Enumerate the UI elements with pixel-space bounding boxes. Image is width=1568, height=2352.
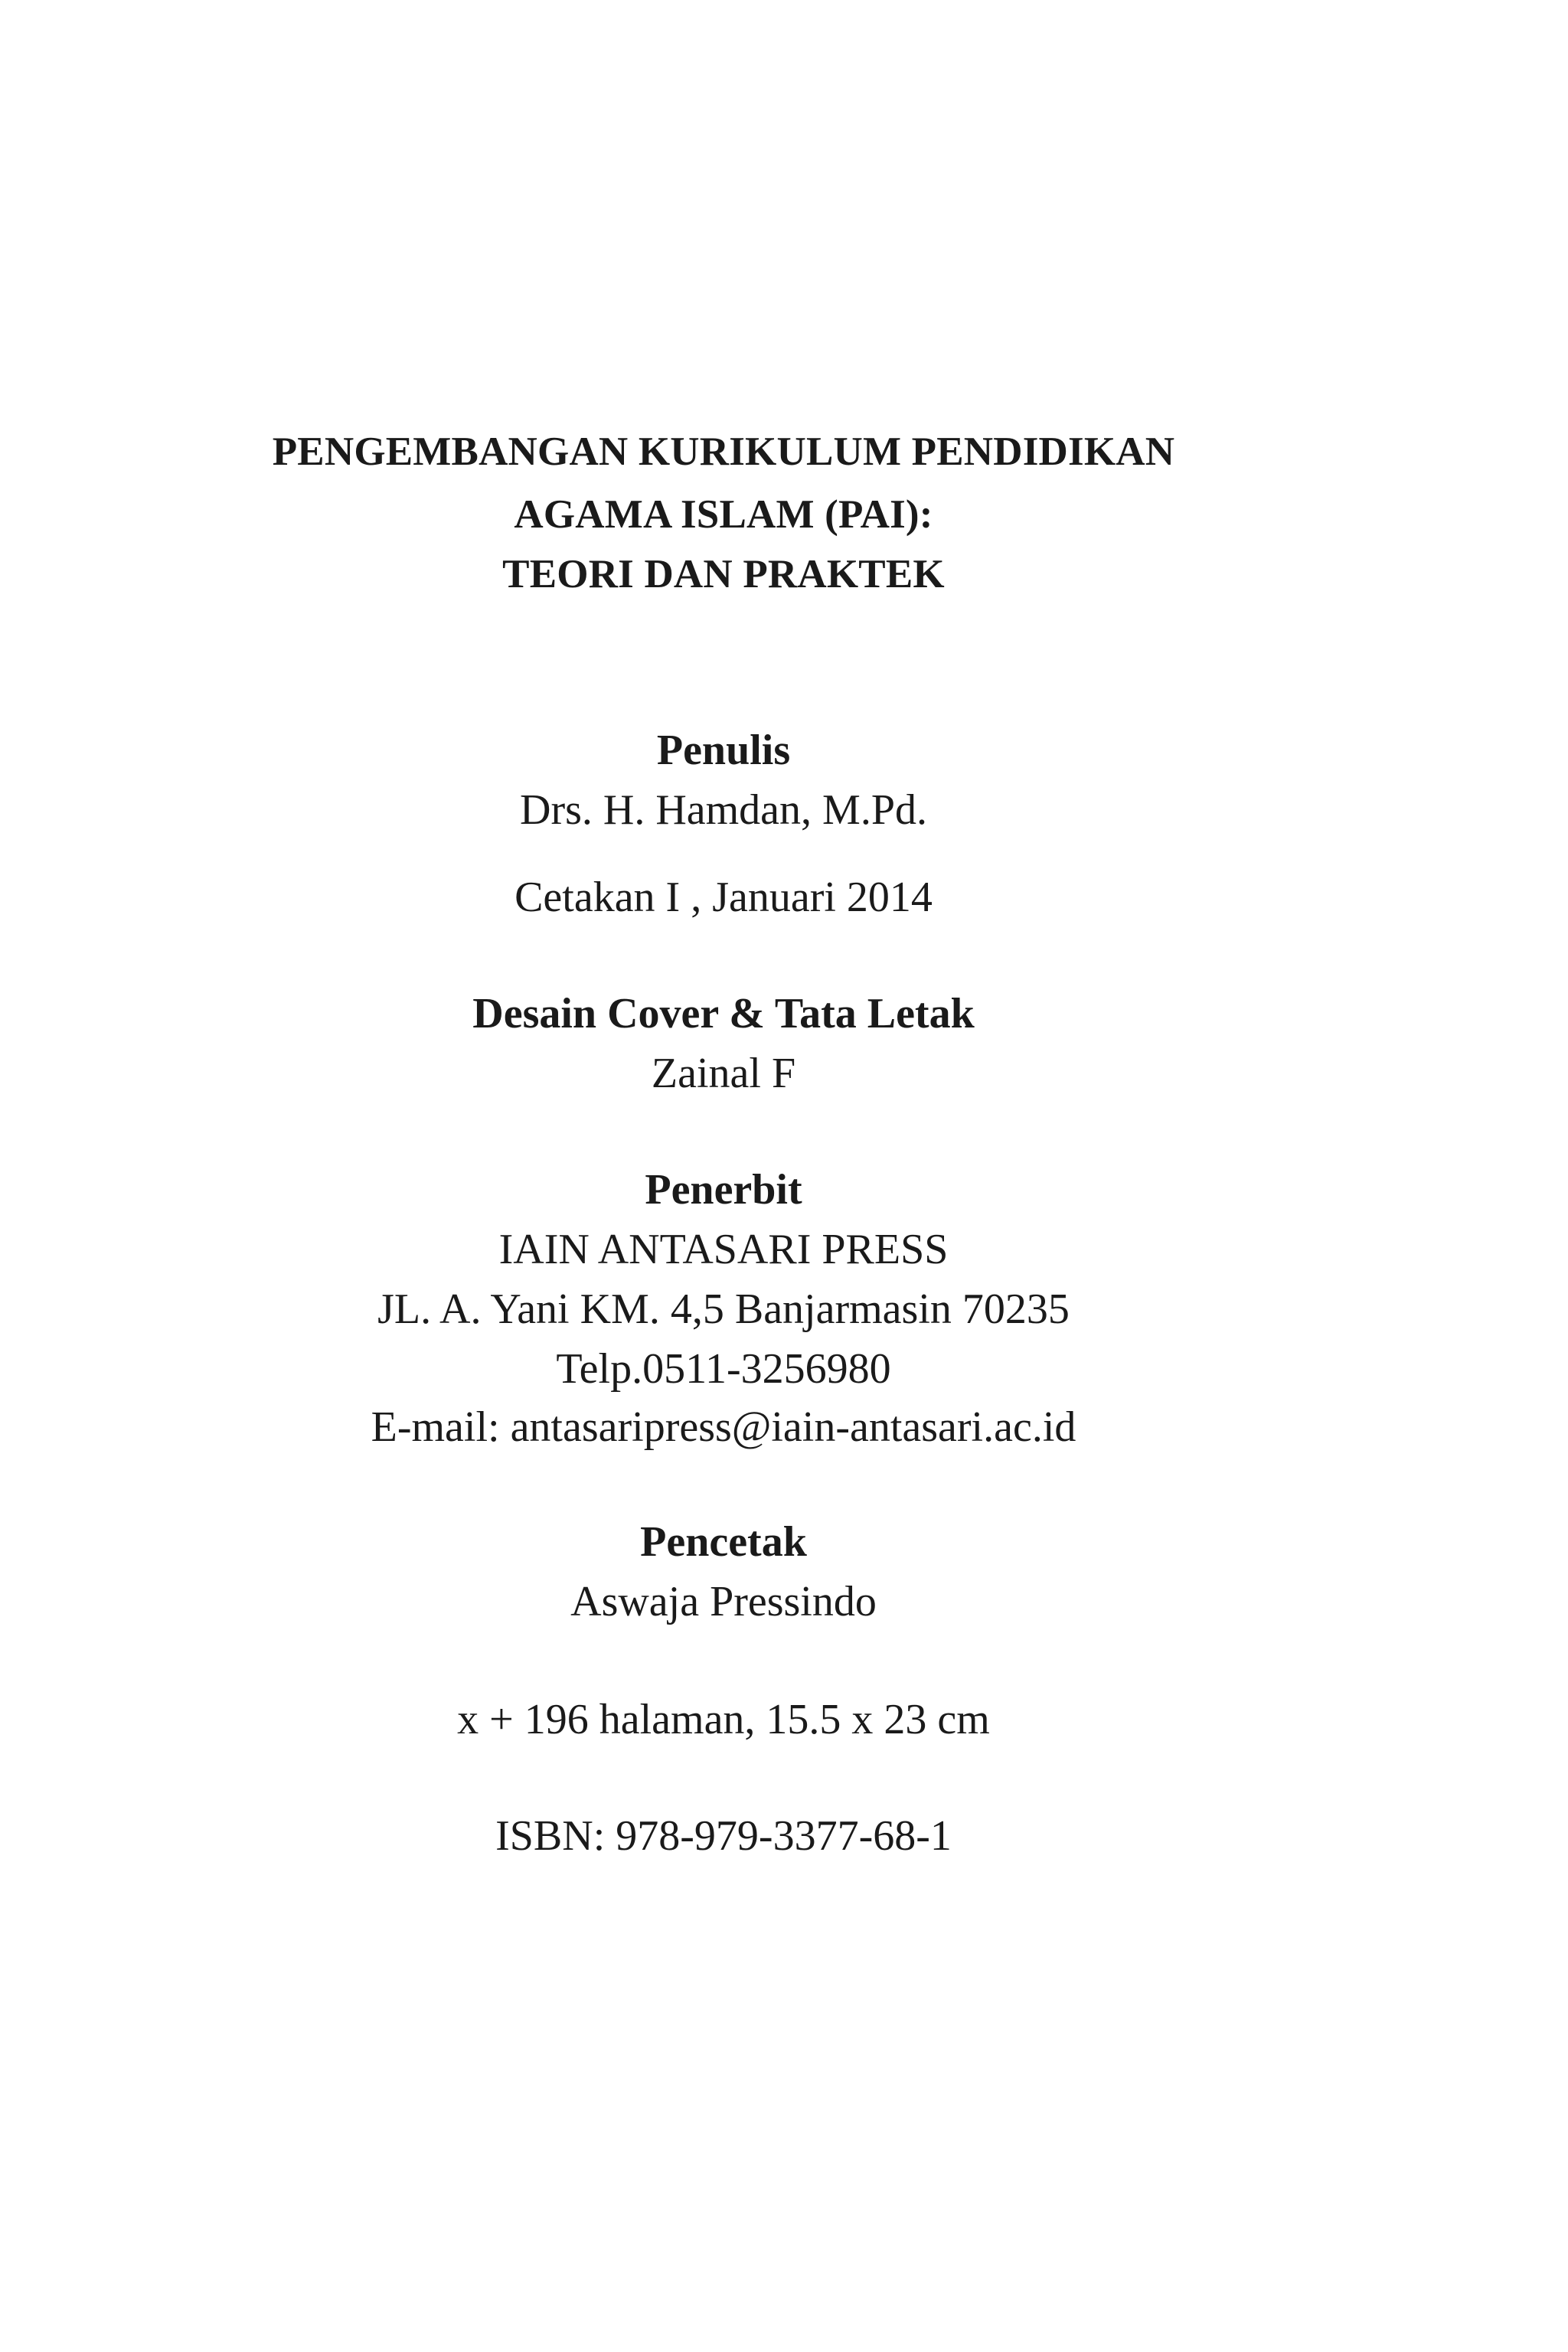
book-title-line-3: TEORI DAN PRAKTEK <box>502 552 945 596</box>
printer-name: Aswaja Pressindo <box>570 1578 877 1625</box>
publisher-email: E-mail: antasaripress@iain-antasari.ac.id <box>371 1403 1076 1451</box>
design-heading: Desain Cover & Tata Letak <box>472 990 975 1037</box>
book-title-line-2: AGAMA ISLAM (PAI): <box>514 492 933 537</box>
printer-heading: Pencetak <box>640 1518 807 1566</box>
isbn: ISBN: 978-979-3377-68-1 <box>495 1812 952 1860</box>
publisher-phone: Telp.0511-3256980 <box>556 1345 891 1393</box>
book-title-line-1: PENGEMBANGAN KURIKULUM PENDIDIKAN <box>272 430 1175 474</box>
publisher-address: JL. A. Yani KM. 4,5 Banjarmasin 70235 <box>377 1285 1070 1333</box>
designer-name: Zainal F <box>651 1050 796 1097</box>
publisher-heading: Penerbit <box>645 1166 802 1214</box>
author-heading: Penulis <box>656 727 791 774</box>
pages-and-size: x + 196 halaman, 15.5 x 23 cm <box>457 1696 990 1743</box>
author-name: Drs. H. Hamdan, M.Pd. <box>520 786 927 834</box>
edition-info: Cetakan I , Januari 2014 <box>514 874 933 921</box>
publisher-name: IAIN ANTASARI PRESS <box>498 1226 949 1273</box>
